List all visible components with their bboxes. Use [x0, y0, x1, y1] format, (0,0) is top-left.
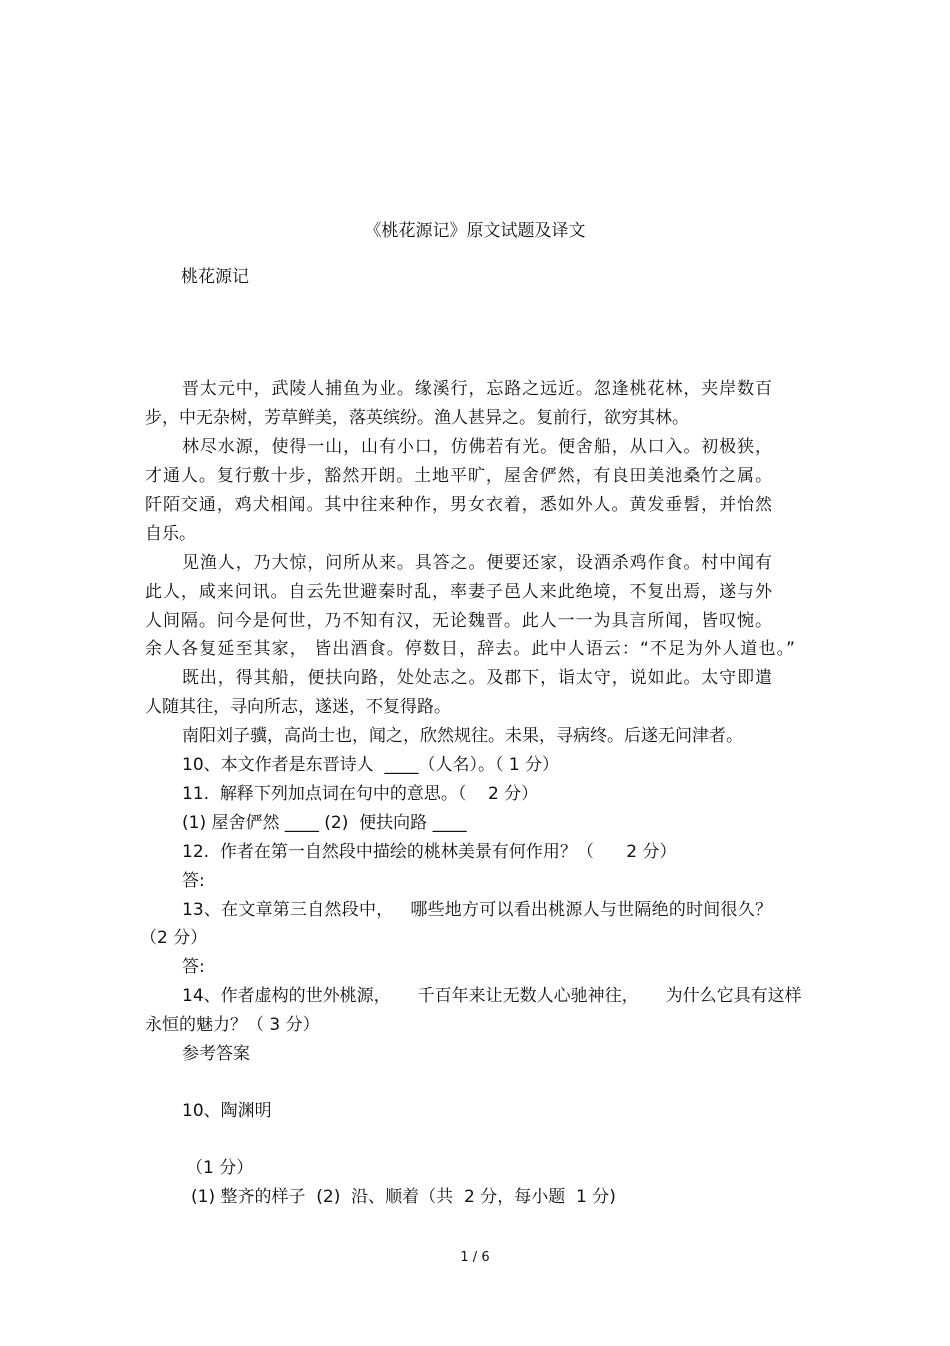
question-11: 11. 解释下列加点词在句中的意思。（ 2 分） — [182, 784, 539, 804]
text-line: 见渔人，乃大惊，问所从来。具答之。便要还家，设酒杀鸡作食。村中闻有 — [182, 553, 772, 573]
text-line: 此人，咸来问讯。自云先世避秦时乱，率妻子邑人来此绝境，不复出焉，遂与外 — [145, 582, 772, 602]
text-line: 晋太元中，武陵人捕鱼为业。缘溪行，忘路之远近。忽逢桃花林，夹岸数百 — [182, 379, 772, 399]
text-line: 自乐。 — [145, 524, 196, 544]
question-14-score: 永恒的魅力？（ 3 分） — [145, 1015, 320, 1035]
text-line: 人随其往，寻向所志，遂迷，不复得路。 — [145, 697, 451, 717]
answer-10-score: （1 分） — [186, 1158, 254, 1178]
page-number: 1 / 6 — [460, 1250, 490, 1265]
question-12: 12. 作者在第一自然段中描绘的桃林美景有何作用？（ 2 分） — [182, 842, 677, 862]
answer-label: 答: — [182, 871, 205, 891]
text-line: 南阳刘子骥，高尚士也，闻之，欣然规往。未果，寻病终。后遂无问津者。 — [182, 726, 743, 746]
answer-10: 10、陶渊明 — [182, 1101, 272, 1121]
answers-heading: 参考答案 — [182, 1044, 250, 1064]
question-13: 13、在文章第三自然段中， 哪些地方可以看出桃源人与世隔绝的时间很久？ — [182, 900, 772, 920]
question-14: 14、作者虚构的世外桃源， 千百年来让无数人心驰神往， 为什么它具有这样 — [182, 986, 802, 1006]
text-line: 余人各复延至其家， 皆出酒食。停数日，辞去。此中人语云：“不足为外人道也。” — [145, 639, 795, 659]
answer-label: 答: — [182, 957, 205, 977]
text-line: 阡陌交通，鸡犬相闻。其中往来种作，男女衣着，悉如外人。黄发垂髫，并怡然 — [145, 495, 772, 515]
text-line: 才通人。复行敷十步，豁然开朗。土地平旷，屋舍俨然，有良田美池桑竹之属。 — [145, 466, 772, 486]
text-line: 人间隔。问今是何世，乃不知有汉，无论魏晋。此人一一为具言所闻，皆叹惋。 — [145, 611, 772, 631]
question-13-score: （2 分） — [140, 928, 208, 948]
text-line: 步，中无杂树，芳草鲜美，落英缤纷。渔人甚异之。复前行，欲穷其林。 — [145, 408, 689, 428]
question-11-items: (1) 屋舍俨然 ____ (2) 便扶向路 ____ — [182, 813, 467, 833]
text-line: 林尽水源，使得一山，山有小口，仿佛若有光。便舍船，从口入。初极狭， — [182, 437, 772, 457]
answer-11: (1) 整齐的样子 (2) 沿、顺着（共 2 分，每小题 1 分) — [191, 1187, 616, 1207]
document-title: 《桃花源记》原文试题及译文 — [364, 221, 586, 241]
question-10: 10、本文作者是东晋诗人 ____（人名）。（ 1 分） — [182, 755, 560, 775]
text-line: 既出，得其船，便扶向路，处处志之。及郡下，诣太守，说如此。太守即遣 — [182, 668, 772, 688]
section-heading: 桃花源记 — [181, 267, 249, 287]
